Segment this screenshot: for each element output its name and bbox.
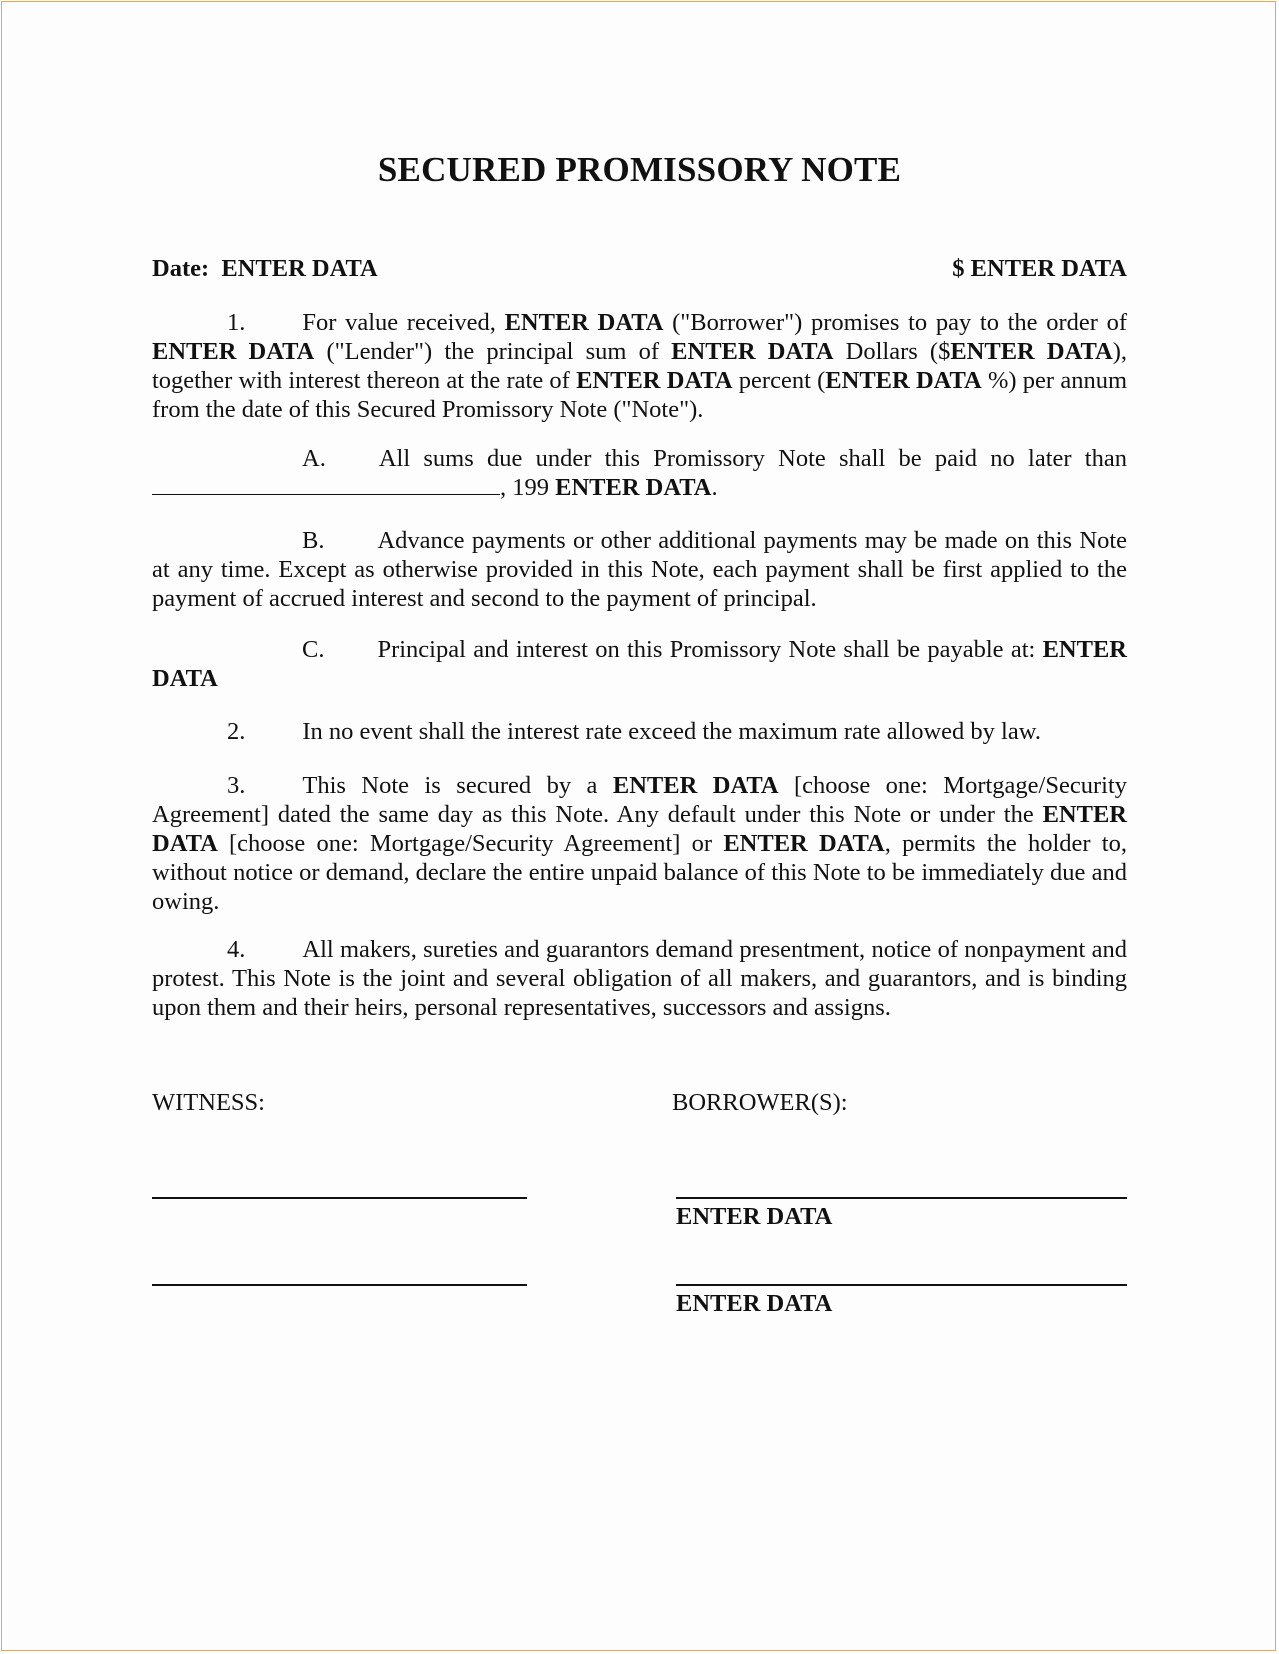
paragraph-text: Dollars ($ xyxy=(833,338,951,365)
paragraph-text: [choose one: Mortgage/Security Agreement] or xyxy=(217,830,724,857)
paragraph-letter: A. xyxy=(302,445,326,472)
enter-data-field: ENTER DATA xyxy=(612,772,779,799)
paragraph-letter: B. xyxy=(302,527,325,554)
enter-data-field: ENTER DATA xyxy=(723,830,885,857)
paragraph-text: ("Borrower") promises to pay to the order of xyxy=(663,309,1127,336)
date-field xyxy=(152,254,378,283)
borrower-name-2: ENTER DATA xyxy=(676,1290,833,1317)
paragraph-text: For value received, xyxy=(302,309,505,336)
borrower-label: BORROWER(S): xyxy=(672,1089,848,1116)
paragraph-text: ), together with interest thereon at the rate of xyxy=(152,338,1127,394)
paragraph-text: [choose one: Mortgage/Security Agreement] dated the same day as this Note. Any default under this Note or under the xyxy=(152,772,1128,828)
date-label: Date: xyxy=(152,255,210,282)
enter-data-field: ENTER DATA xyxy=(152,801,1127,857)
enter-data-field: ENTER DATA xyxy=(152,338,315,365)
paragraph-number: 4. xyxy=(227,936,246,963)
borrower-signature-line-2 xyxy=(676,1284,1127,1286)
paragraph-number: 2. xyxy=(227,718,246,745)
paragraph-text: Advance payments or other additional payments may be made on this Note at any time. Except as otherwise provided in this Note, each payment shall be first applied to the payment of accrued interest and second to the payment of principal. xyxy=(152,527,1127,612)
paragraph-text: Principal and interest on this Promissory Note shall be payable at: xyxy=(377,636,1043,663)
witness-signature-line-1 xyxy=(152,1197,527,1199)
paragraph-1 xyxy=(152,308,1127,424)
paragraph-b xyxy=(152,526,1127,613)
paragraph-text: , permits the holder to, without notice or demand, declare the entire unpaid balance of this Note to be immediately due and owing. xyxy=(152,830,1127,915)
paragraph-text: All sums due under this Promissory Note shall be paid no later than xyxy=(378,445,1127,472)
paragraph-4 xyxy=(152,935,1127,1022)
paragraph-number: 1. xyxy=(227,309,246,336)
paragraph-text: ("Lender") the principal sum of xyxy=(314,338,672,365)
enter-data-field: ENTER DATA xyxy=(555,474,712,501)
paragraph-2 xyxy=(152,717,1127,746)
document-title: SECURED PROMISSORY NOTE xyxy=(377,150,902,189)
enter-data-field: ENTER DATA xyxy=(504,309,664,336)
paragraph-letter: C. xyxy=(302,636,325,663)
paragraph-c xyxy=(152,635,1127,693)
paragraph-text: In no event shall the interest rate exceed the maximum rate allowed by law. xyxy=(302,718,1041,745)
witness-signature-line-2 xyxy=(152,1284,527,1286)
enter-data-field: ENTER DATA xyxy=(576,367,733,394)
paragraph-text: . xyxy=(711,474,718,501)
witness-label: WITNESS: xyxy=(152,1089,265,1116)
paragraph-text: , 199 xyxy=(500,474,556,501)
enter-data-field: ENTER DATA xyxy=(152,636,1127,692)
paragraph-text: This Note is secured by a xyxy=(302,772,613,799)
borrower-name-1: ENTER DATA xyxy=(676,1203,833,1230)
blank-line xyxy=(152,474,500,495)
enter-data-field: ENTER DATA xyxy=(825,367,982,394)
paragraph-text: %) per annum from the date of this Secured Promissory Note ("Note"). xyxy=(152,367,1128,423)
amount-value: $ ENTER DATA xyxy=(952,255,1127,282)
paragraph-3 xyxy=(152,771,1127,916)
paragraph-text: percent ( xyxy=(732,367,826,394)
enter-data-field: ENTER DATA xyxy=(950,338,1113,365)
borrower-signature-line-1 xyxy=(676,1197,1127,1199)
paragraph-a xyxy=(152,444,1127,502)
date-value: ENTER DATA xyxy=(221,255,378,282)
paragraph-number: 3. xyxy=(227,772,246,799)
paragraph-text: All makers, sureties and guarantors demand presentment, notice of nonpayment and protest. This Note is the joint and several obligation of all makers, and guarantors, and is binding upon them and their heirs, personal representatives, successors and assigns. xyxy=(152,936,1127,1021)
enter-data-field: ENTER DATA xyxy=(671,338,834,365)
date-amount-row xyxy=(152,254,1127,283)
